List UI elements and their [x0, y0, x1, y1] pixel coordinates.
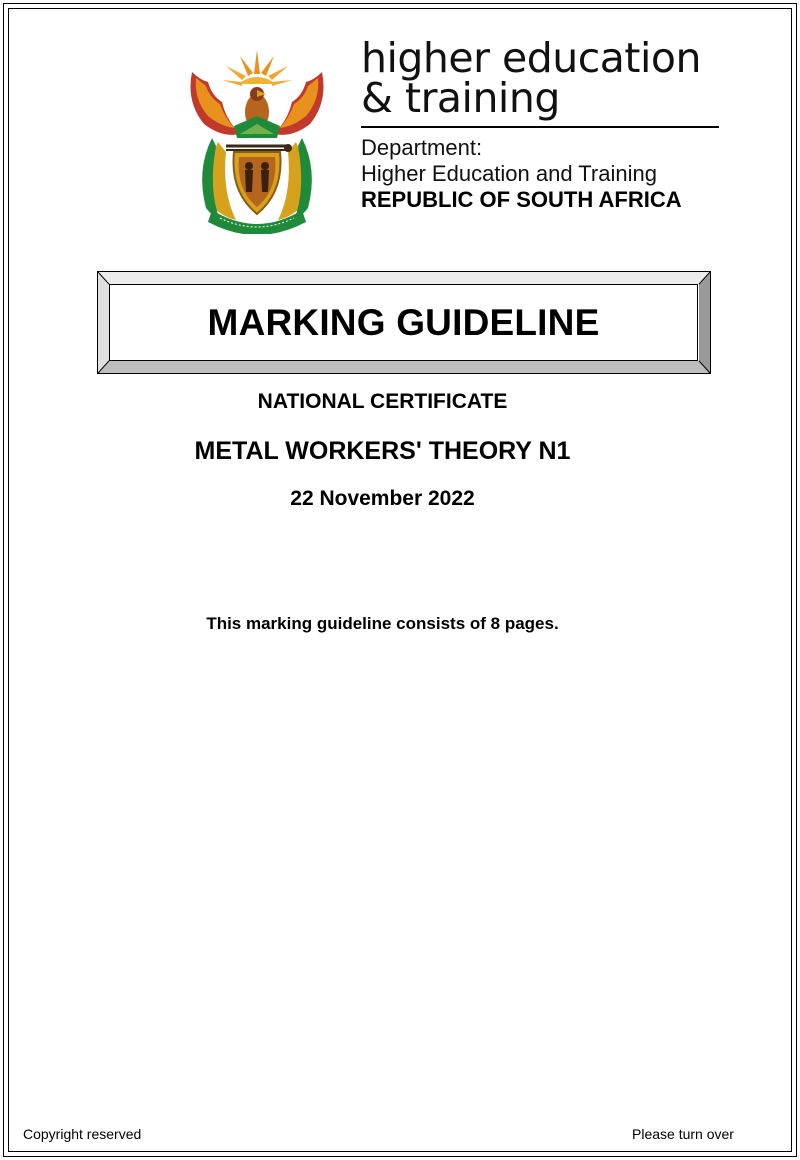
title-frame [97, 271, 711, 374]
subject-heading: METAL WORKERS' THEORY N1 [194, 437, 571, 465]
brand-divider [361, 126, 719, 128]
department-label: Department: [361, 135, 483, 160]
footer-turn-over: Please turn over [632, 1126, 734, 1142]
footer-copyright: Copyright reserved [23, 1126, 142, 1142]
country-name: REPUBLIC OF SOUTH AFRICA [361, 187, 682, 212]
brand-line-1: higher education [361, 34, 701, 82]
certificate-heading: NATIONAL CERTIFICATE [257, 390, 508, 413]
brand-line-2: & training [361, 74, 560, 122]
exam-date: 22 November 2022 [290, 487, 475, 510]
page-count-note: This marking guideline consists of 8 pages. [206, 614, 559, 633]
department-name: Higher Education and Training [361, 161, 657, 186]
document-title: MARKING GUIDELINE [207, 301, 600, 343]
coat-of-arms-icon [182, 42, 332, 234]
title-inner-box [109, 284, 698, 361]
department-header [361, 34, 721, 213]
